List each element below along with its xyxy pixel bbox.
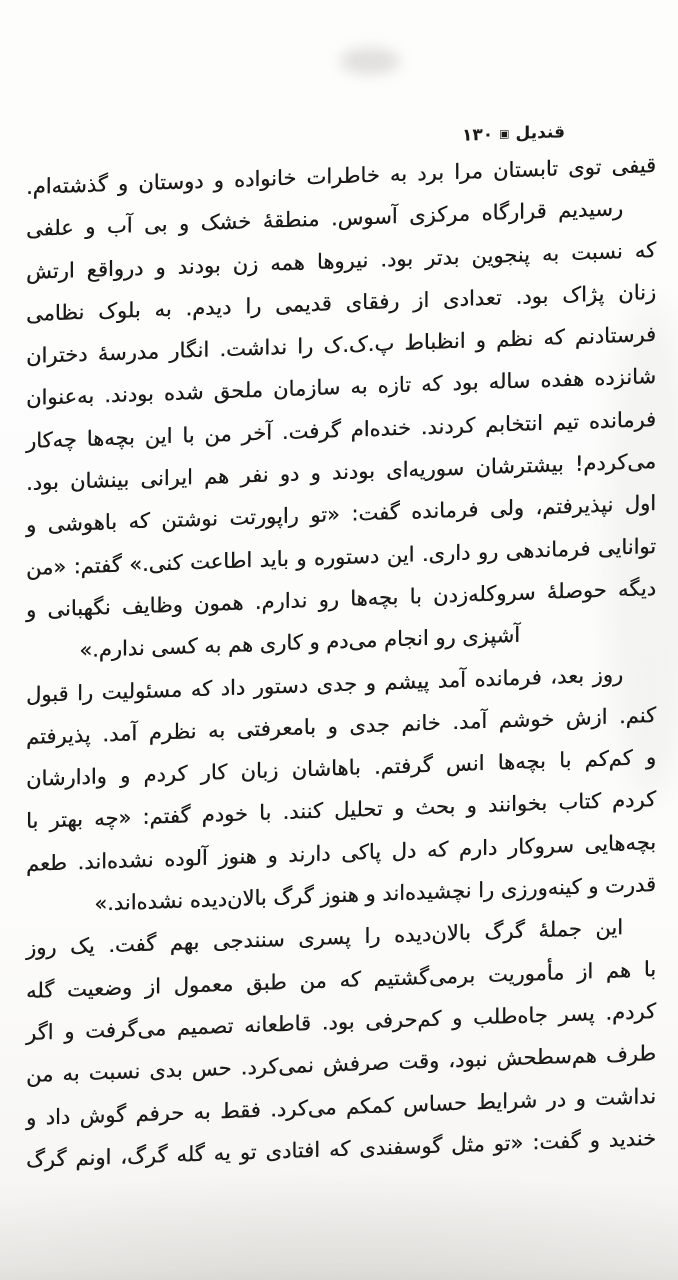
text-line: می‌کردم! بیشترشان سوریه‌ای بودند و دو نفر هم ایرانی بینشان بود. — [26, 449, 656, 496]
text-line: توانایی فرماندهی رو داری. این دستوره و باید اطاعت کنی.» گفتم: «من — [26, 533, 656, 580]
text-line: کنم. ازش خوشم آمد. خانم جدی و بامعرفتی به نظرم آمد. پذیرفتم — [26, 702, 656, 749]
header-ornament-icon: ▣ — [499, 127, 510, 141]
scanned-page-content — [26, 116, 656, 1181]
text-line: خندید و گفت: «تو مثل گوسفندی که افتادی تو یه گله گرگ، اونم گرگ — [26, 1125, 656, 1172]
text-line: نداشت و در شرایط حساس کمکم می‌کرد. فقط به حرفم گوش داد و — [26, 1083, 656, 1130]
text-line: بچه‌هایی سروکار دارم که دل پاکی دارند و هنوز آلوده نشده‌اند. طعم — [26, 829, 656, 876]
text-line: اول نپذیرفتم، ولی فرمانده گفت: «تو راپورتت نوشتن که باهوشی و — [26, 491, 656, 538]
text-line: روز بعد، فرمانده آمد پیشم و جدی دستور داد که مسئولیت را قبول — [26, 661, 623, 707]
text-line: که نسبت به پنجوین بدتر بود. نیروها همه زن بودند و درواقع ارتش — [26, 237, 656, 284]
text-line: قدرت و کینه‌ورزی را نچشیده‌اند و هنوز گرگ بالان‌دیده نشده‌اند.» — [94, 872, 656, 916]
text-line: رسیدیم قرارگاه مرکزی آسوس. منطقهٔ خشک و بی آب و علفی — [26, 196, 623, 242]
paper-smudge — [340, 48, 400, 74]
text-line: زنان پژاک بود. تعدادی از رفقای قدیمی را دیدم. به بلوک نظامی — [26, 279, 656, 326]
text-line: دیگه حوصلهٔ سروکله‌زدن با بچه‌ها رو ندارم. همون وظایف نگهبانی و — [26, 575, 656, 622]
text-line: فرستادنم که نظم و انظباط پ.ک.ک را نداشت. انگار مدرسهٔ دختران — [26, 322, 656, 369]
text-line: طرف هم‌سطحش نبود، وقت صرفش نمی‌کرد. حس بدی نسبت به من — [26, 1041, 656, 1088]
text-line: آشپزی رو انجام می‌دم و کاری هم به کسی ندارم.» — [79, 623, 520, 663]
text-line: فرمانده تیم انتخابم کردند. خنده‌ام گرفت. آخر من با این بچه‌ها چه‌کار — [26, 406, 656, 453]
text-line: شانزده هفده ساله بود که تازه به سازمان ملحق شده بودند. به‌عنوان — [26, 364, 656, 411]
text-line: این جملهٔ گرگ بالان‌دیده را پسری سنندجی بهم گفت. یک روز — [26, 915, 623, 961]
text-line: قیفی توی تابستان مرا برد به خاطرات خانواده و دوستان و گذشته‌ام. — [26, 152, 656, 199]
text-line: و کم‌کم با بچه‌ها انس گرفتم. باهاشان زبان کار کردم و وادارشان — [26, 745, 656, 792]
text-line: کردم کتاب بخوانند و بحث و تحلیل کنند. با خودم گفتم: «چه بهتر با — [26, 787, 656, 834]
page-number: ۱۳۰ — [462, 124, 494, 146]
page-body-text — [26, 144, 656, 1181]
book-title: قندیل — [515, 122, 565, 144]
text-line: کردم. پسر جاه‌طلب و کم‌حرفی بود. قاطعانه تصمیم می‌گرفت و اگر — [26, 998, 656, 1045]
text-line: با هم از مأموریت برمی‌گشتیم که من طبق معمول از وضعیت گله — [26, 956, 656, 1003]
